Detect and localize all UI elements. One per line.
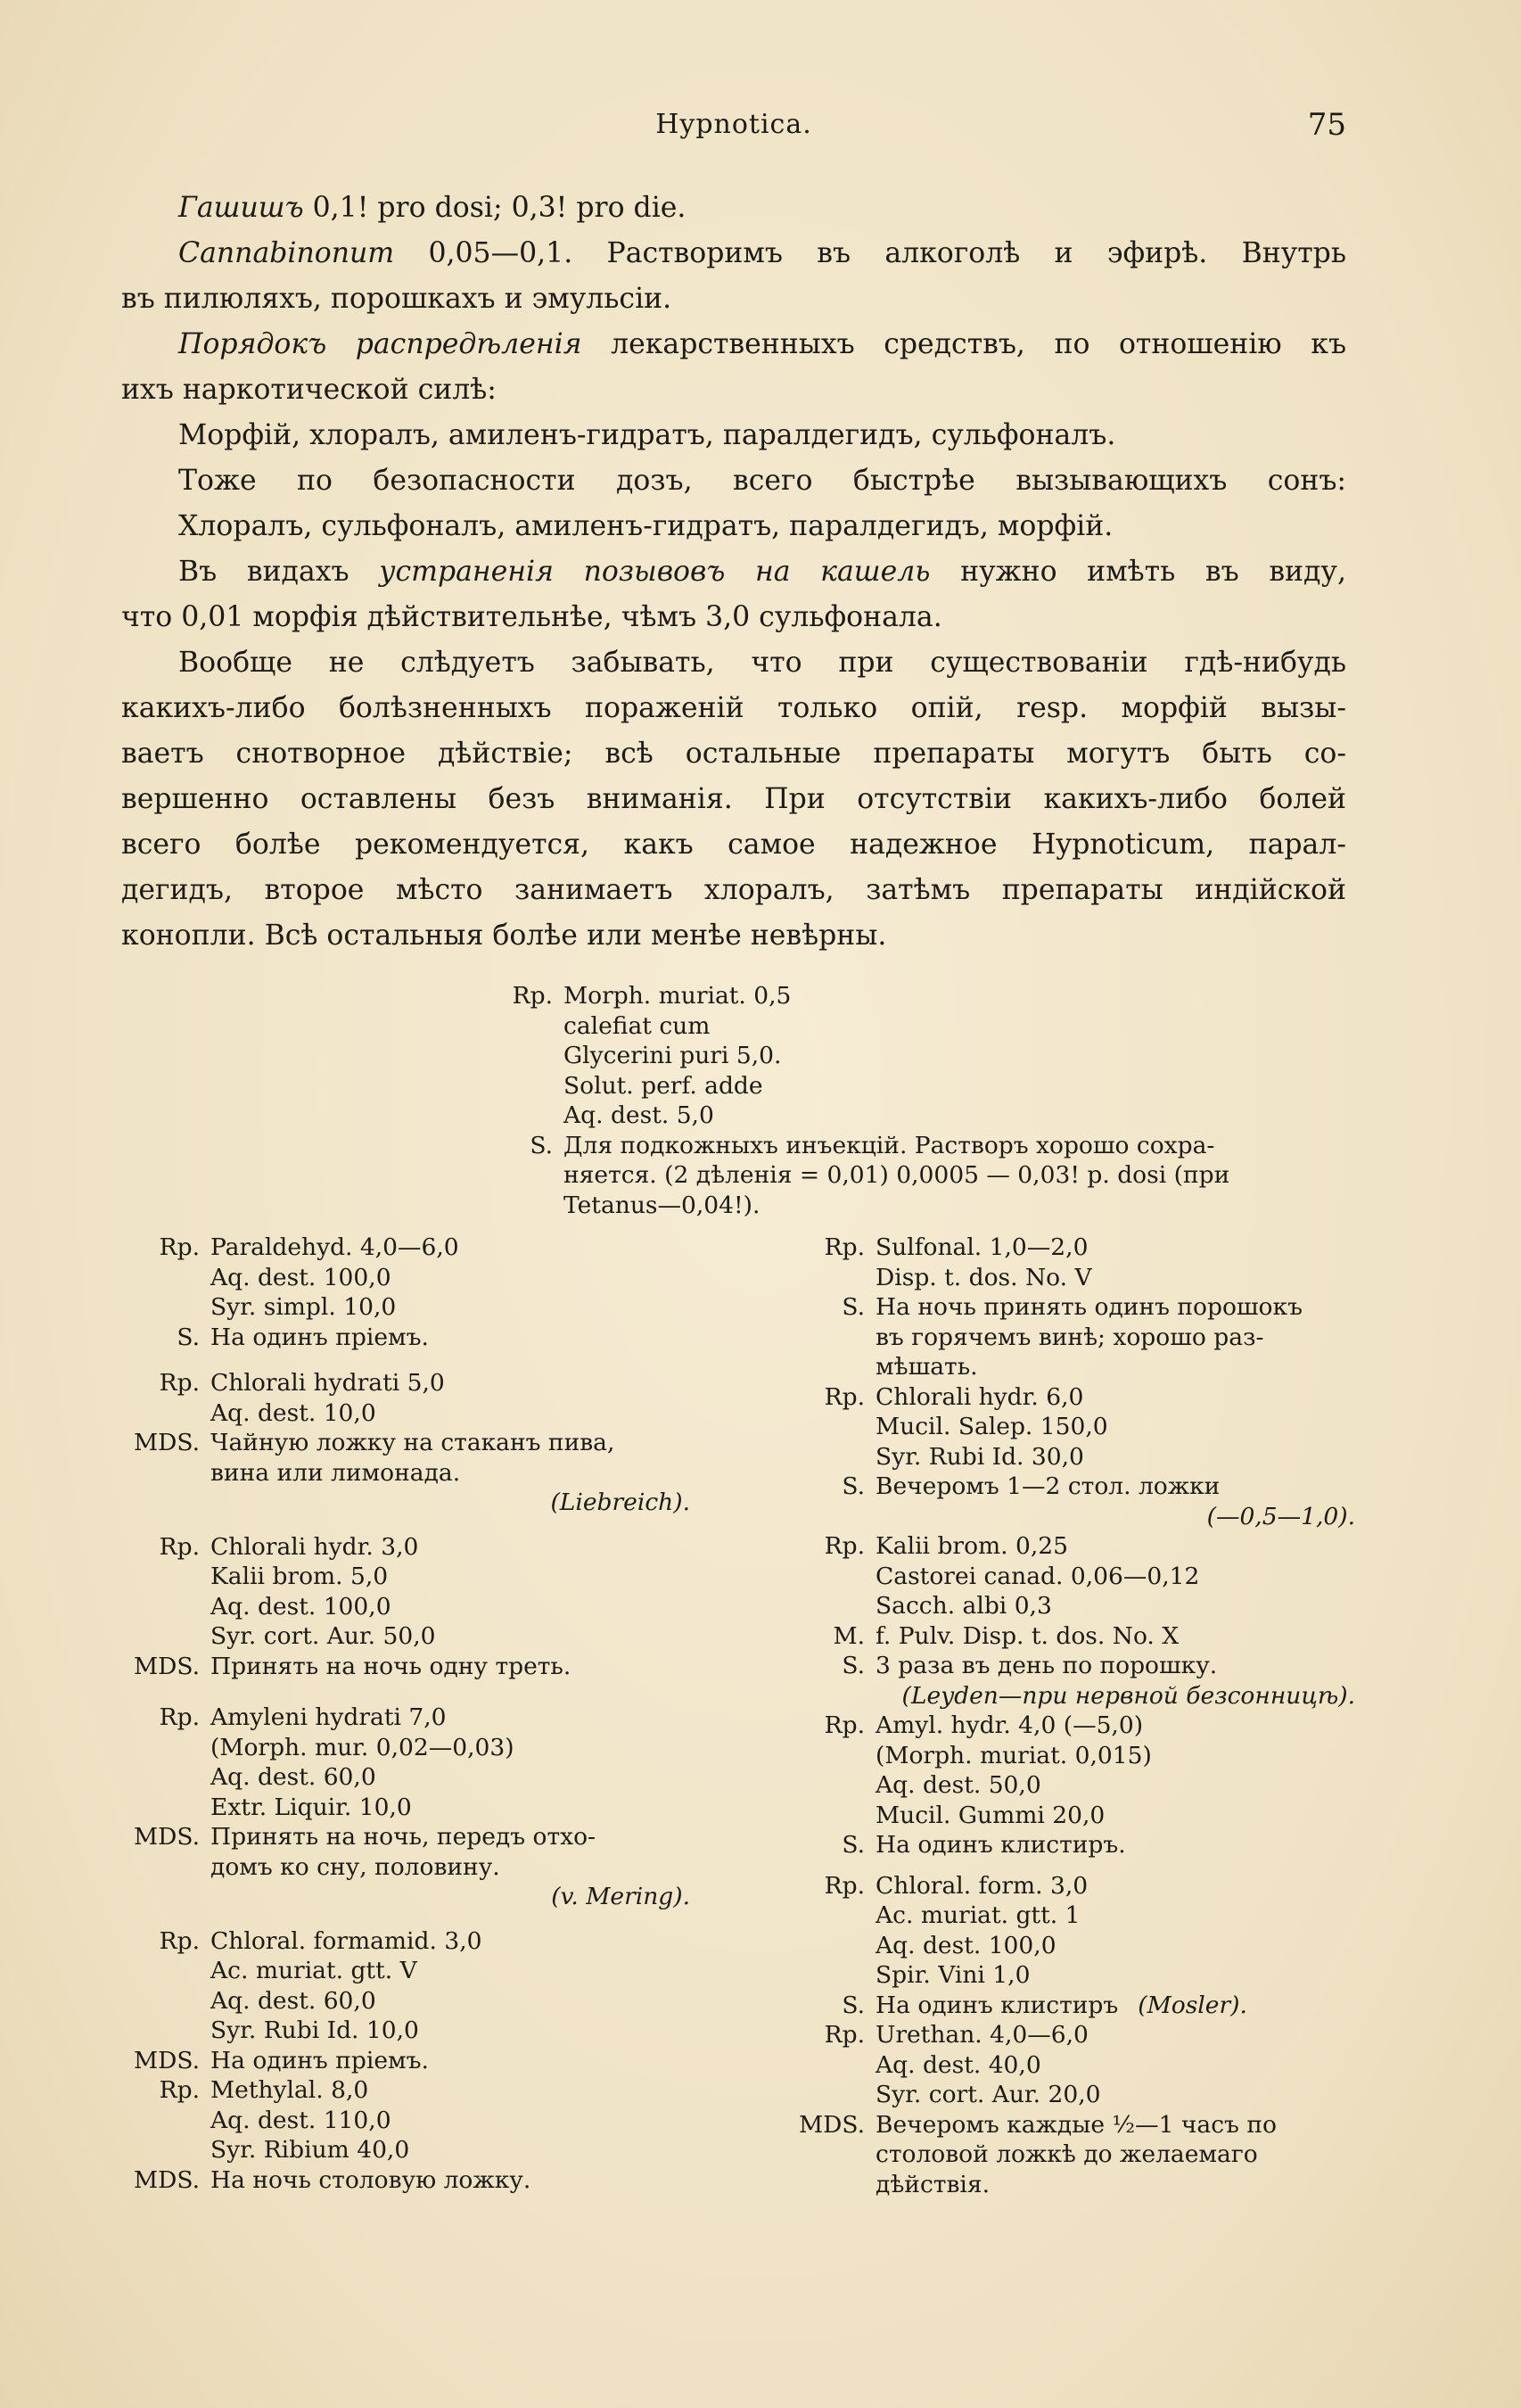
prescription-line: Paraldehyd. 4,0—6,0	[210, 1233, 459, 1261]
prescription-line: Amyl. hydr. 4,0 (—5,0)	[876, 1711, 1144, 1739]
term-hashish: Гашишъ	[178, 192, 304, 224]
prescription: Rp. Chlorali hydr. 3,0 Kalii brom. 5,0 Aq. dest. 100,0 Syr. cort. Aur. 50,0 MDS. Принять на ночь одну треть.	[133, 1532, 571, 1680]
signa-text: Принять на ночь, передъ отхо-	[210, 1823, 596, 1851]
signa-text: Вечеромъ 1—2 стол. ложки	[876, 1472, 1221, 1500]
prescription-line: Chloral. formamid. 3,0	[210, 1926, 482, 1955]
prescription-line: Aq. dest. 110,0	[210, 2106, 391, 2134]
prescription-line: Kalii brom. 5,0	[210, 1563, 389, 1590]
prescription-line: Mucil. Gummi 20,0	[876, 1801, 1106, 1829]
prescription: Rp. Methylal. 8,0 Aq. dest. 110,0 Syr. Ribium 40,0 MDS. На ночь столовую ложку.	[133, 2076, 531, 2194]
prescription-line: Aq. dest. 50,0	[876, 1771, 1041, 1799]
prescription: Rp. Amyleni hydrati 7,0 (Morph. mur. 0,02—0,03) Aq. dest. 60,0 Extr. Liquir. 10,0 MDS. Принять на ночь, передъ отхо- домъ ко сну, половину. (v. Mering).	[119, 1703, 690, 1912]
prescription-line: Methylal. 8,0	[210, 2076, 369, 2104]
signa-text: въ горячемъ винѣ; хорошо раз-	[876, 1323, 1264, 1351]
prescription-line: Aq. dest. 100,0	[210, 1592, 391, 1620]
prescription-line: Kalii brom. 0,25	[876, 1532, 1069, 1560]
prescription-line: Aq. dest. 60,0	[210, 1986, 376, 2015]
right-prescriptions	[785, 1233, 1355, 2199]
term-order: Порядокъ распредѣленія	[178, 328, 582, 360]
page-header	[0, 109, 1521, 153]
list-by-safety: Хлоралъ, сульфоналъ, амиленъ-гидратъ, паралдегидъ, морфій.	[178, 510, 1114, 542]
prescription-line: Mucil. Salep. 150,0	[876, 1413, 1108, 1440]
signa-text: На ночь столовую ложку.	[210, 2165, 531, 2194]
prescription-line: Castorei canad. 0,06—0,12	[876, 1562, 1200, 1590]
prescription-line: Chlorali hydr. 3,0	[210, 1532, 419, 1561]
signa-text: На одинъ пріемъ.	[210, 1323, 429, 1351]
prescription-line: Aq. dest. 10,0	[210, 1398, 376, 1427]
author-citation: (—0,5—1,0).	[1206, 1502, 1355, 1530]
prescription-line: Extr. Liquir. 10,0	[210, 1793, 412, 1821]
signa-text: Чайную ложку на стаканъ пива,	[210, 1429, 615, 1456]
prescription-line: Ac. muriat. gtt. 1	[876, 1901, 1081, 1929]
page-number: 75	[1307, 107, 1346, 143]
author-citation: (Liebreich).	[550, 1489, 690, 1516]
prescription-line: Syr. Rubi Id. 10,0	[210, 2016, 419, 2044]
paragraph-cannabinon: Cannabinonum 0,05—0,1. Растворимъ въ алкоголѣ и эфирѣ. Внутрь въ пилюляхъ, порошкахъ и эмульсіи.	[121, 237, 1346, 315]
prescription: Rp. Chlorali hydr. 6,0 Mucil. Salep. 150,0 Syr. Rubi Id. 30,0 S. Вечеромъ 1—2 стол. ложки (—0,5—1,0).	[785, 1382, 1355, 1532]
signa-text: дѣйствія.	[876, 2170, 990, 2198]
paragraph-general: Вообще не слѣдуетъ забывать, что при существованіи гдѣ-нибудь какихъ-либо болѣзненныхъ пораженій только опій, resp. морфій вызы- ваетъ снотворное дѣйствіе; всѣ остальные препараты могутъ быть со- вершенно оставлены безъ вниманія. При отсутствіи какихъ-либо болей всего болѣе рекомендуется, какъ самое надежное Hypnoticum, парал- дегидъ, второе мѣсто занимаетъ хлоралъ, затѣмъ препараты индійской конопли. Всѣ остальныя болѣе или менѣе невѣрны.	[121, 647, 1346, 952]
prescription-line: (Morph. muriat. 0,015)	[876, 1741, 1152, 1769]
prescription: Rp. Chloral. formamid. 3,0 Ac. muriat. gtt. V Aq. dest. 60,0 Syr. Rubi Id. 10,0 MDS. На одинъ пріемъ.	[133, 1926, 482, 2074]
prescription-line: Chloral. form. 3,0	[876, 1871, 1089, 1900]
prescription-line: Chlorali hydrati 5,0	[210, 1369, 445, 1397]
prescription-line: (Morph. mur. 0,02—0,03)	[210, 1733, 514, 1761]
author-citation: (Mosler).	[1138, 1991, 1247, 2019]
prescription: Rp. Amyl. hydr. 4,0 (—5,0) (Morph. muriat. 0,015) Aq. dest. 50,0 Mucil. Gummi 20,0 S. На одинъ клистиръ.	[824, 1711, 1152, 1859]
signa-text: мѣшать.	[876, 1353, 978, 1381]
prescription: Rp. Paraldehyd. 4,0—6,0 Aq. dest. 100,0 Syr. simpl. 10,0 S. На одинъ пріемъ.	[159, 1233, 459, 1351]
list-by-strength: Морфій, хлоралъ, амиленъ-гидратъ, паралдегидъ, сульфоналъ.	[178, 419, 1116, 451]
prescription-line: Aq. dest. 60,0	[210, 1763, 376, 1791]
prescription-line: Sacch. albi 0,3	[876, 1592, 1052, 1620]
author-citation: (v. Mering).	[551, 1883, 690, 1910]
running-title: Hypnotica.	[655, 109, 812, 140]
prescription-line: Syr. Rubi Id. 30,0	[876, 1442, 1084, 1471]
prescription-line: Amyleni hydrati 7,0	[210, 1703, 447, 1731]
signa-text: домъ ко сну, половину.	[210, 1852, 500, 1881]
prescription-line: Syr. simpl. 10,0	[210, 1293, 397, 1321]
prescription-line: Urethan. 4,0—6,0	[876, 2021, 1089, 2049]
signa-text: На одинъ пріемъ.	[210, 2046, 429, 2074]
prescription-line: Aq. dest. 100,0	[876, 1931, 1056, 1959]
prescription-line: Spir. Vini 1,0	[876, 1961, 1031, 1989]
paragraph-safety: Тоже по безопасности дозъ, всего быстрѣе вызывающихъ сонъ:	[178, 465, 1346, 497]
signa-text: На одинъ клистиръ.	[876, 1831, 1126, 1859]
prescription-line: Disp. t. dos. No. V	[876, 1263, 1092, 1291]
prescription-line: Syr. Ribium 40,0	[210, 2136, 410, 2164]
prescription: Rp. Sulfonal. 1,0—2,0 Disp. t. dos. No. V S. На ночь принять одинъ порошокъ въ горячемъ винѣ; хорошо раз- мѣшать.	[824, 1233, 1303, 1381]
paragraph-order: Порядокъ распредѣленія лекарственныхъ средствъ, по отношенію къ ихъ наркотической силѣ:	[121, 328, 1346, 406]
prescription-line: Ac. muriat. gtt. V	[210, 1957, 417, 1984]
prescription: Rp. Chloral. form. 3,0 Ac. muriat. gtt. 1 Aq. dest. 100,0 Spir. Vini 1,0 S. На одинъ клистиръ (Mosler).	[824, 1871, 1247, 2019]
prescription-line: Chlorali hydr. 6,0	[876, 1382, 1084, 1411]
term-cannabinon: Cannabinonum	[178, 237, 395, 269]
author-citation: (Leyden—при нервной безсонницѣ).	[901, 1681, 1355, 1710]
prescription-line: Syr. cort. Aur. 20,0	[876, 2081, 1101, 2108]
prescription-line: Syr. cort. Aur. 50,0	[210, 1622, 436, 1650]
signa-text: На одинъ клистиръ	[876, 1991, 1119, 2019]
body-text	[121, 186, 1346, 959]
signa-text: 3 раза въ день по порошку.	[876, 1652, 1218, 1679]
left-prescriptions	[119, 1233, 690, 2195]
signa-text: На ночь принять одинъ порошокъ	[876, 1293, 1303, 1321]
paragraph-hashish: Гашишъ 0,1! pro dosi; 0,3! pro die.	[178, 192, 687, 224]
prescription: Rp. Kalii brom. 0,25 Castorei canad. 0,06—0,12 Sacch. albi 0,3 M. f. Pulv. Disp. t. dos. No. X S. 3 раза въ день по порошку. (Leyden—при нервной безсонницѣ).	[785, 1531, 1355, 1711]
prescription-line: Sulfonal. 1,0—2,0	[876, 1233, 1089, 1261]
prescription-line: f. Pulv. Disp. t. dos. No. X	[876, 1621, 1180, 1650]
prescription-morphine: Rp. Morph. muriat. 0,5 calefiat cum Glycerini puri 5,0. Solut. perf. adde Aq. dest. 5,0 S. Для подкожныхъ инъекцій. Растворъ хорошо сохра- няется. (2 дѣленія = 0,01) 0,0005 — 0,03! p. dosi (при Tetanus—0,04!).	[512, 982, 1230, 1219]
prescription-line: Aq. dest. 100,0	[210, 1263, 391, 1291]
signa-text: столовой ложкѣ до желаемаго	[876, 2140, 1258, 2168]
prescription: Rp. Urethan. 4,0—6,0 Aq. dest. 40,0 Syr. cort. Aur. 20,0 MDS. Вечеромъ каждые ½—1 часъ по столовой ложкѣ до желаемаго дѣйствія.	[798, 2021, 1277, 2198]
signa-text: вина или лимонада.	[210, 1458, 461, 1487]
prescription: Rp. Chlorali hydrati 5,0 Aq. dest. 10,0 MDS. Чайную ложку на стаканъ пива, вина или лимонада. (Liebreich).	[119, 1368, 690, 1518]
term-cough: устраненія позывовъ на кашель	[379, 556, 931, 588]
signa-text: Принять на ночь одну треть.	[210, 1652, 571, 1680]
signa-text: Вечеромъ каждые ½—1 часъ по	[876, 2110, 1277, 2139]
paragraph-cough: Въ видахъ устраненія позывовъ на кашель нужно имѣть въ виду, что 0,01 морфія дѣйствительнѣе, чѣмъ 3,0 сульфонала.	[121, 556, 1346, 633]
prescription-line: Aq. dest. 40,0	[876, 2050, 1041, 2079]
